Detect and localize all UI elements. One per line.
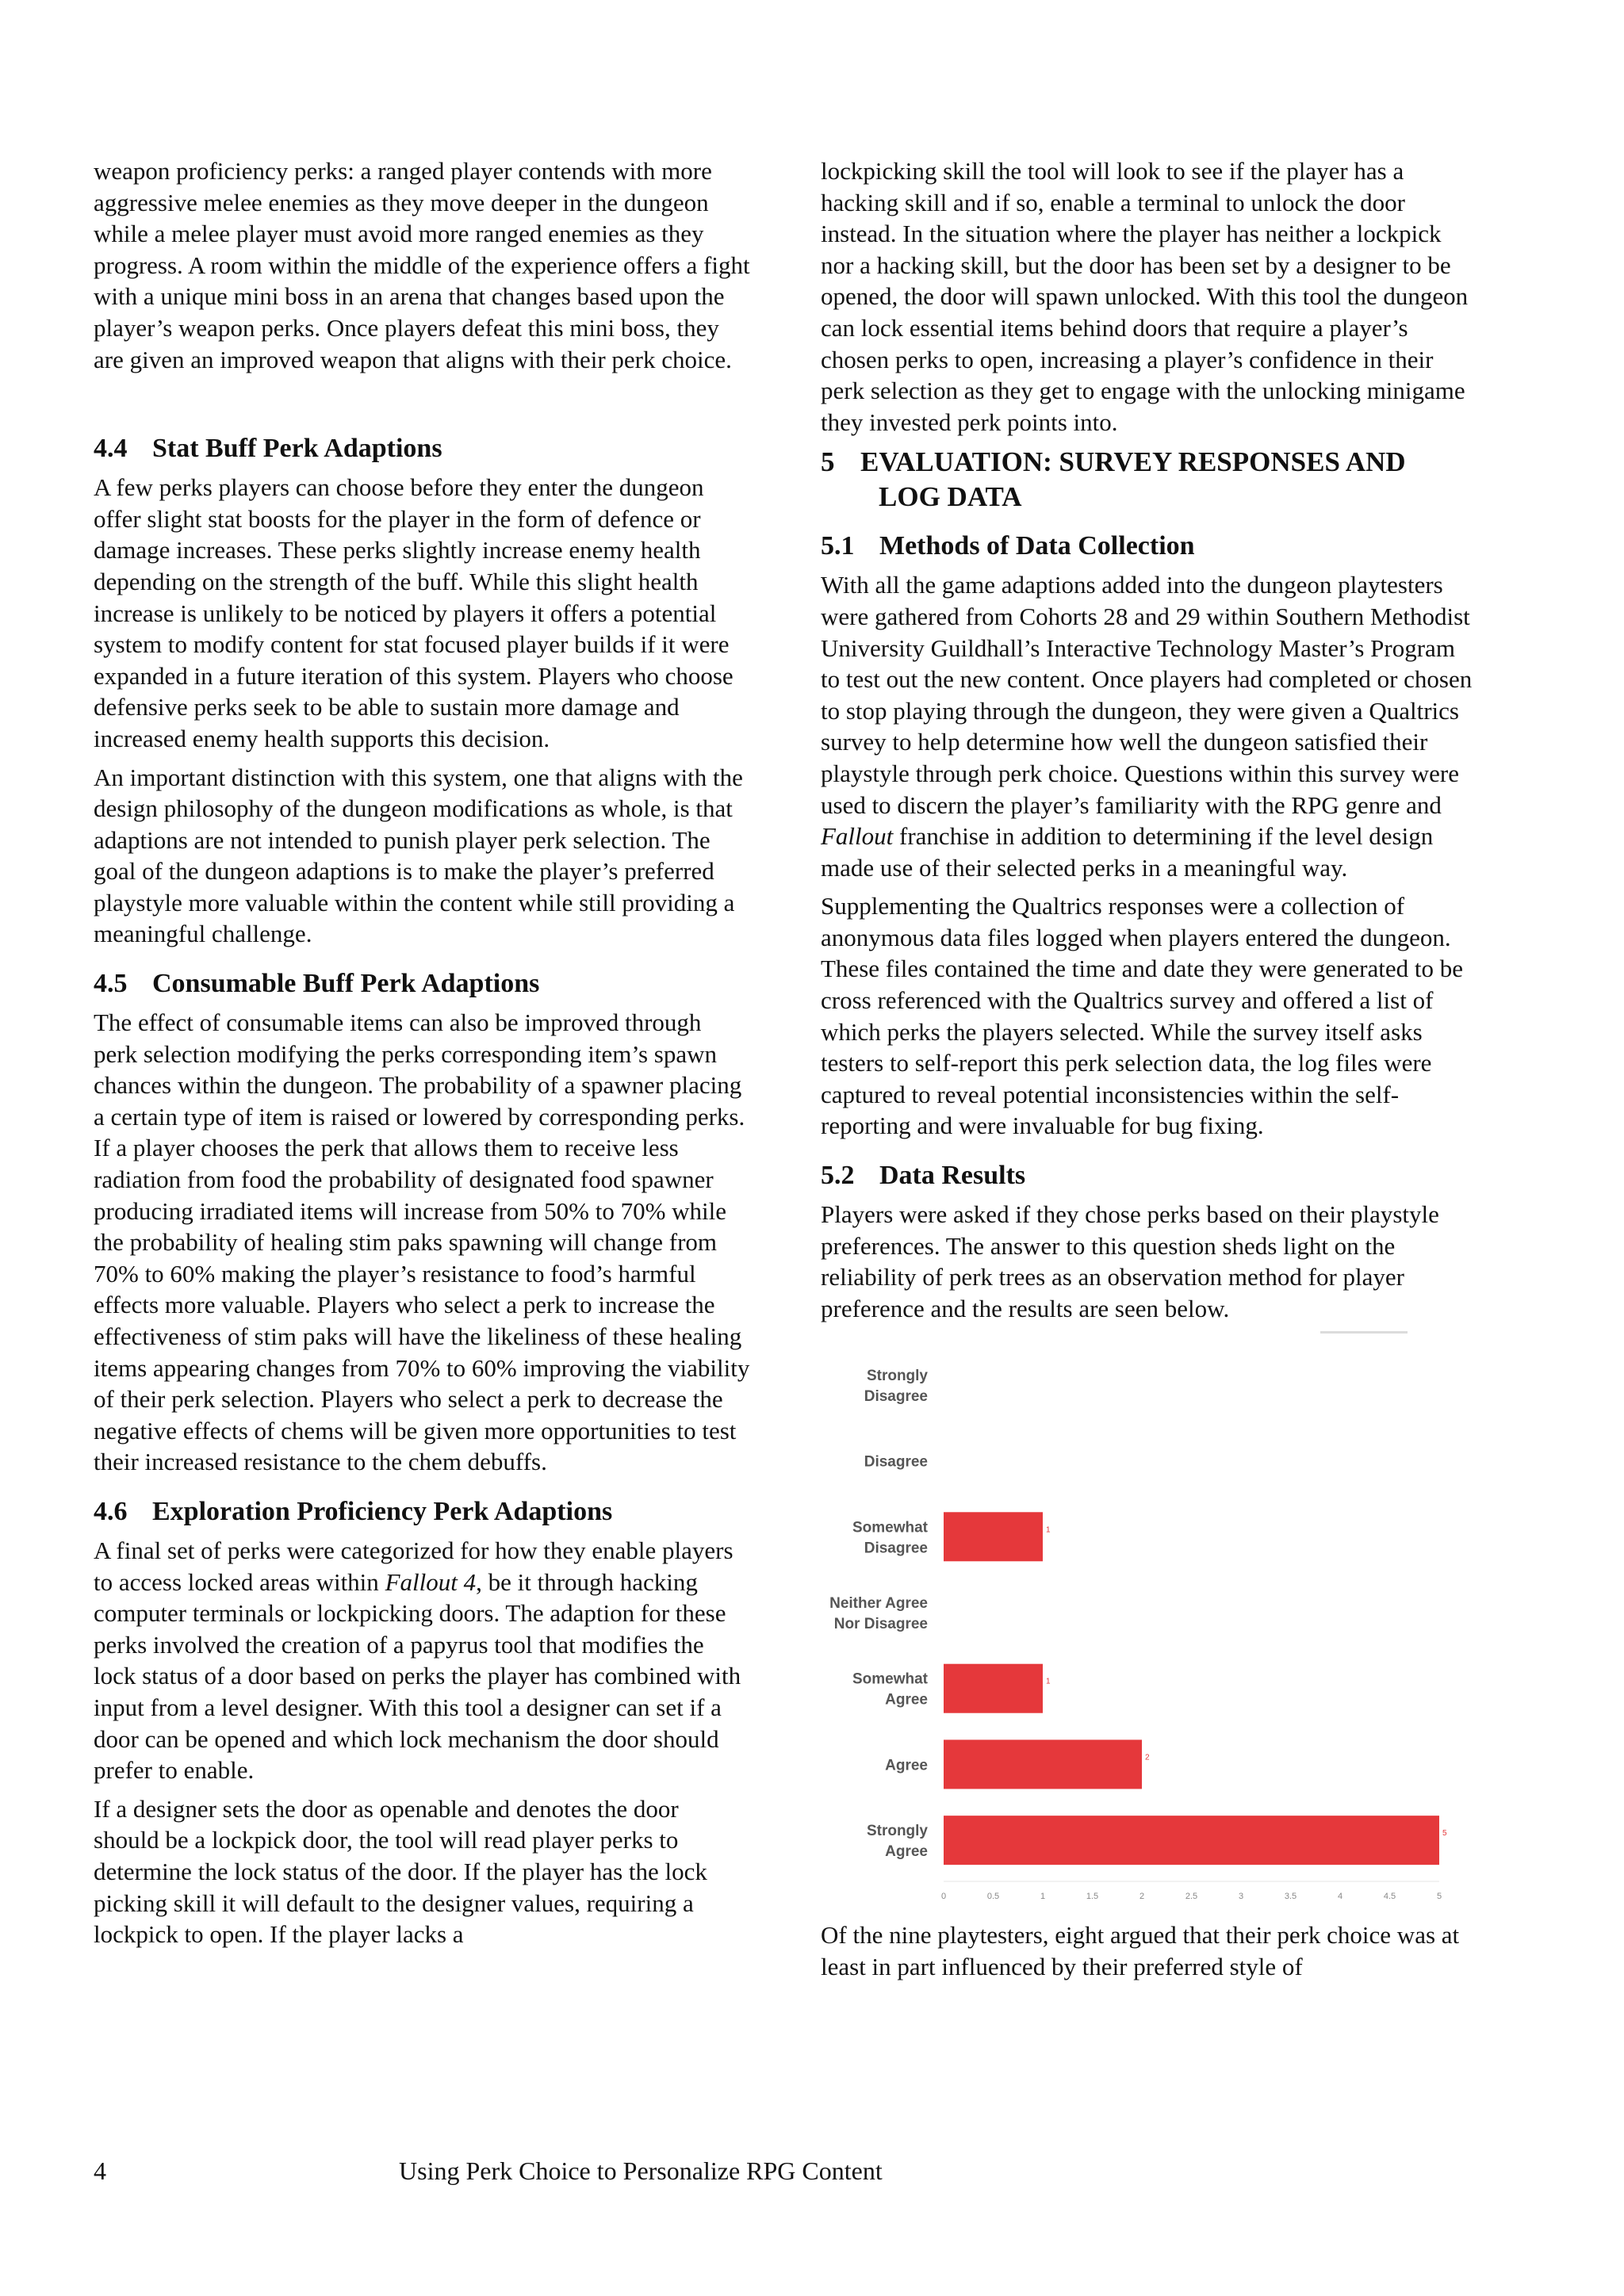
survey-bar-chart	[821, 1331, 1473, 1910]
x-tick-label: 4	[1337, 1892, 1343, 1902]
right-column	[821, 155, 1477, 1990]
section-number: 4.4	[94, 434, 128, 464]
paragraph: A few perks players can choose before they enter the dungeon offer slight stat boosts for the player in the form of defence or damage increases. These perks slightly increase enemy health depending on the strength of the buff. While this slight health increase is unlikely to be noticed by players it offers a potential system to modify content for stat focused player builds if it were expanded in a future iteration of this system. Players who choose defensive perks seek to be able to sustain more damage and increased enemy health supports this decision.	[94, 473, 733, 752]
category-label: Strongly Disagree	[864, 1368, 928, 1406]
x-tick-label: 5	[1436, 1892, 1442, 1902]
left-column	[94, 155, 750, 1957]
section-title: Consumable Buff Perk Adaptions	[152, 969, 540, 999]
section-heading-4-5	[94, 968, 750, 1000]
x-tick-label: 0.5	[986, 1892, 1000, 1902]
category-label: Disagree	[864, 1453, 928, 1471]
section-number: 4.6	[94, 1496, 128, 1526]
section-title: Stat Buff Perk Adaptions	[152, 434, 442, 464]
bar	[944, 1513, 1043, 1562]
franchise-title: Fallout	[821, 822, 894, 851]
category-label: Somewhat Disagree	[852, 1519, 928, 1557]
x-tick-label: 4.5	[1383, 1892, 1396, 1902]
section-title: Exploration Proficiency Perk Adaptions	[152, 1496, 613, 1526]
x-tick-label: 2.5	[1185, 1892, 1198, 1902]
paragraph: The effect of consumable items can also be improved through perk selection modifying the perks corresponding item’s spawn chances within the dungeon. The probability of a spawner placing a certain type of item is raised or lowered by corresponding perks. If a player chooses the perk that allows them to receive less radiation from food the probability of designated food spawner producing irradiated items will increase from 50% to 70% while the probability of healing stim paks spawning will change from 70% to 60% making the player’s resistance to food’s harmful effects more valuable. Players who select a perk to increase the effectiveness of stim paks will have the likeliness of these healing items appearing changes from 70% to 60% improving the viability of their perk selection. Players who select a perk to decrease the negative effects of chems will be given more opportunities to test their increased resistance to the chem debuffs.	[94, 1008, 750, 1476]
section-heading-4-4	[94, 433, 750, 465]
section-number: 5	[821, 446, 835, 478]
paragraph: Supplementing the Qualtrics responses were a collection of anonymous data files logged when players entered the dungeon. These files contained the time and date they were generated to be cross referenced with the Qualtrics survey and offered a list of which perks the players selected. While the survey itself asks testers to self-report this perk selection data, the log files were captured to reveal potential inconsistencies within the self-reporting and were invaluable for bug fixing.	[821, 892, 1463, 1140]
section-number: 5.1	[821, 531, 855, 561]
bar	[944, 1816, 1439, 1866]
data-label: 1	[1046, 1678, 1051, 1687]
section-title: Methods of Data Collection	[879, 531, 1195, 561]
paragraph: An important distinction with this system, one that aligns with the design philosophy of the dungeon modifications as whole, is that adaptions are not intended to punish player perk selection. The goal of the dungeon adaptions is to make the player’s preferred playstyle more valuable within the content while still providing a meaningful challenge.	[94, 763, 743, 948]
section-number: 4.5	[94, 969, 128, 999]
page-number: 4	[94, 2156, 106, 2185]
category-label: Strongly Agree	[866, 1823, 928, 1861]
x-tick-label: 3	[1238, 1892, 1244, 1902]
section-number: 5.2	[821, 1161, 855, 1191]
bar	[944, 1664, 1043, 1713]
data-label: 1	[1046, 1525, 1051, 1535]
paragraph: weapon proficiency perks: a ranged player contends with more aggressive melee enemies as they move deeper in the dungeon while a melee player must avoid more ranged enemies as they progress. A room within the middle of the experience offers a fight with a unique mini boss in an arena that changes based upon the player’s weapon perks. Once players defeat this mini boss, they are given an improved weapon that aligns with their perk choice.	[94, 157, 750, 373]
section-heading-4-6	[94, 1496, 750, 1528]
section-title-line2: LOG DATA	[879, 481, 1022, 513]
section-title: Data Results	[879, 1161, 1026, 1191]
chart-top-edge	[1320, 1331, 1408, 1334]
category-label: Neither Agree Nor Disagree	[829, 1595, 928, 1633]
section-heading-5-2	[821, 1160, 1477, 1192]
category-label: Somewhat Agree	[852, 1671, 928, 1709]
paragraph: A final set of perks were categorized for how they enable players to access locked areas within Fallout 4, be it through hacking computer terminals or lockpicking doors. The adaption for these perks involved the creation of a papyrus tool that modifies the lock status of a door based on perks the player has combined with input from a level designer. With this tool a designer can set if a door can be opened and which lock mechanism the door should prefer to enable.	[94, 1536, 741, 1785]
paragraph: lockpicking skill the tool will look to see if the player has a hacking skill and if so, enable a terminal to unlock the door instead. In the situation where the player has neither a lockpick nor a hacking skill, but the door has been set by a designer to be opened, the door will spawn unlocked. With this tool the dungeon can lock essential items behind doors that require a player’s chosen perks to open, increasing a player’s confidence in their perk selection as they get to engage with the unlocking minigame they invested perk points into.	[821, 157, 1469, 436]
section-heading-5-1	[821, 530, 1477, 562]
running-title: Using Perk Choice to Personalize RPG Content	[399, 2156, 883, 2185]
x-tick-label: 0	[940, 1892, 947, 1902]
paragraph: With all the game adaptions added into the dungeon playtesters were gathered from Cohorts 28 and 29 within Southern Methodist University Guildhall’s Interactive Technology Master’s Program to test out the new content. Once players had completed or chosen to stop playing through the dungeon, they were given a Qualtrics survey to help determine how well the dungeon satisfied their playstyle through perk choice. Questions within this survey were used to discern the player’s familiarity with the RPG genre and Fallout franchise in addition to determining if the level design made use of their selected perks in a meaningful way.	[821, 571, 1473, 882]
paragraph: Players were asked if they chose perks based on their playstyle preferences. The answer to this question sheds light on the reliability of perk trees as an observation method for player preference and the results are seen below.	[821, 1200, 1439, 1322]
paragraph: Of the nine playtesters, eight argued that their perk choice was at least in part influenced by their preferred style of	[821, 1921, 1460, 1980]
game-title: Fallout 4	[385, 1567, 477, 1596]
data-label: 5	[1442, 1829, 1447, 1839]
data-label: 2	[1145, 1753, 1150, 1762]
category-label: Agree	[885, 1757, 928, 1774]
x-tick-label: 3.5	[1284, 1892, 1297, 1902]
bar	[944, 1740, 1142, 1789]
x-tick-label: 1.5	[1086, 1892, 1099, 1902]
x-tick-label: 2	[1139, 1892, 1145, 1902]
paragraph: If a designer sets the door as openable and denotes the door should be a lockpick door, the tool will read player perks to determine the lock status of the door. If the player has the lock picking skill it will default to the designer values, requiring a lockpick to open. If the player lacks a	[94, 1794, 707, 1949]
section-heading-5	[821, 445, 1477, 515]
x-tick-label: 1	[1040, 1892, 1046, 1902]
section-title-line1: EVALUATION: SURVEY RESPONSES AND	[860, 446, 1406, 478]
